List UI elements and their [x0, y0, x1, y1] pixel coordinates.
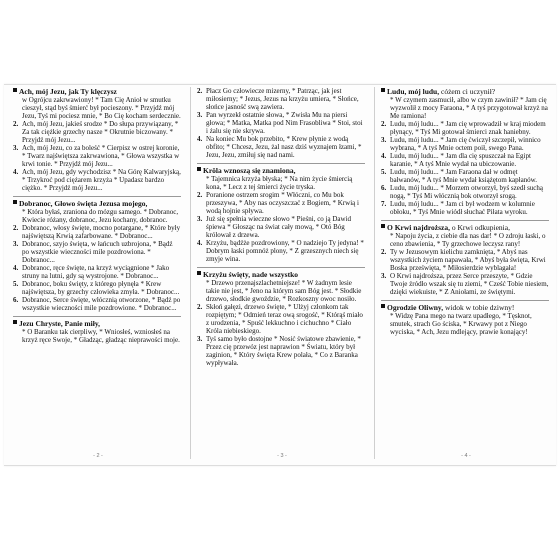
verse-text: Dobranoc, boku święty, z którego płynęła * Krew najświętsza, by grzechy człowieka zmyła. * Dobranoc... [22, 280, 180, 296]
verse-number: 4. [381, 152, 387, 160]
verse-number [13, 328, 22, 344]
bullet-square-icon [381, 88, 385, 92]
page-number: - 2 - [93, 453, 103, 459]
hymn-title [381, 303, 549, 312]
verse-text: * W czymem zasmucił, albo w czym zawinił? * Jam cię wyzwolił z mocy Faraona, * A tyś przygotował krzyż na Me ramiona! [390, 96, 548, 120]
hymn-section [197, 270, 365, 367]
verse-number: 3. [13, 144, 19, 152]
verse [381, 232, 549, 248]
verse-text: * Widzę Pana mego na twarz upadłego, * Tęsknot, smutek, strach Go ściska, * Krwawy pot z Niego wyciska, * Ach, Jezu mdlejący, prawie konający! [390, 312, 532, 336]
verse-text: * Napoju życia, z ciebie dla nas dar! * O zdroju łaski, o ceno zbawienia, * Ty grzechowe leczysz rany! [390, 232, 546, 248]
verse-number: 4. [197, 239, 203, 247]
verse-text: Płacz Go człowiecze mizerny, * Patrząc, jak jest miłosierny; * Jezus, Jezus na krzyżu umiera, * Słońce, słońce jasność swą zawiera. [206, 87, 359, 111]
verse-number: 4. [13, 168, 19, 176]
verse [381, 96, 549, 120]
verse-number: 5. [381, 168, 387, 176]
verse-text: Dobranoc, Serce święte, włócznią otworzone, * Bądź po wszystkie wieczności mile pozdrowione. * Dobranoc... [22, 296, 181, 312]
verse-number [381, 96, 390, 120]
verse-text: Pan wyrzekł ostatnie słowa, * Zwisła Mu na piersi głowa; * Matka, Matka pod Nim Frasobliwa * Stoi, stoi i żalu się nie skrywa. [206, 111, 363, 135]
verse [13, 168, 181, 192]
booklet-spread [4, 84, 556, 466]
verse [381, 248, 549, 272]
hymn-title-continuation: cóżem ci uczynił? [440, 87, 496, 96]
verse-text: * Która byłaś, zraniona do mózgu samego. * Dobranoc, Kwiecie różany, dobranoc, Jezu kochany, dobranoc. [22, 208, 179, 224]
verse [13, 264, 181, 280]
hymn-title [197, 166, 365, 175]
hymn-title [381, 223, 549, 232]
page-number: - 3 - [277, 453, 287, 459]
verse-text: O Krwi najdroższa, przez Serce przeszyte, * Gdzie Twoje źródło wszak się tu ziemi, * Cześć Tobie niesiem, dzięki wiekuiste, * Z Aniołami, ze świętymi. [390, 272, 549, 296]
verse-text: w Ogrójcu zakrwawiony! * Tam Cię Anioł w smutku cieszył, stąd byś śmierć był pocieszony. * Przyjdź mój Jezu, Tyś mi pociesz mnie, * Bo Cię kocham serdecznie. [22, 96, 181, 120]
verse-number: 4. [197, 135, 203, 143]
verse [381, 152, 549, 168]
verse-number [13, 208, 22, 224]
hymn-section [13, 199, 181, 312]
verse-text: Dobranoc, włosy święte, mocno potargane, * Które były najświętszą Krwią zafarbowane. * Dobranoc... [22, 224, 181, 240]
hymn-title-text: Dobranoc, Głowo święta Jezusa mojego, [19, 199, 148, 208]
verse-number: 2. [13, 120, 19, 128]
hymn-title-text: Ogrodzie Oliwny, [387, 303, 444, 312]
verse [197, 239, 365, 263]
bullet-square-icon [381, 304, 385, 308]
verse [381, 272, 549, 296]
verse [381, 184, 549, 200]
page-column-4 [381, 87, 549, 451]
hymn-section [381, 223, 549, 296]
verse-number [197, 175, 206, 191]
verse-number: 5. [13, 280, 19, 288]
verse [13, 120, 181, 144]
column-divider [374, 87, 375, 459]
verse-text: * Drzewo przenajszlachetniejsze! * W żadnym lesie takie nie jest, * Jeno na którym sam Bóg jest. * Słodkie drzewo, słodkie gwoździe, * Rozkoszny owoc nosiło. [206, 279, 362, 303]
hymn-title [13, 87, 181, 96]
verse [197, 191, 365, 215]
hymn-title-text: Ludu, mój ludu, [387, 87, 440, 96]
verse-text: Dobranoc, szyjo święta, w łańcuch uzbrojona, * Bądź po wszystkie wieczności mile pozdrowiona. * Dobranoc... [22, 240, 173, 264]
verse-text: Krzyżu, bądźże pozdrowiony, * O nadziejo Ty jedyna! * Dobrym łaski pomnóż plony, * Z grzesznych niech się zmyje wina. [206, 239, 364, 263]
verse-number [197, 279, 206, 303]
hymn-title-continuation: o Krwi odkupienia, [451, 223, 510, 232]
verse-text: Ach, mój Jezu, gdy wychodzisz * Na Górę Kalwaryjską, * Trzykroć pod ciężarem krzyża * Upadasz bardzo ciężko. * Przyjdź mój Jezu... [22, 168, 181, 192]
hymn-section [197, 87, 365, 159]
verse-text: Ludu, mój ludu... * Jam dla cię spuszczał na Egipt karanie, * A tyś Mnie wydał na ubiczowanie. [390, 152, 531, 168]
verse-number: 3. [197, 111, 203, 119]
verse-number: 2. [197, 191, 203, 199]
verse [381, 312, 549, 336]
hymn-title-text: Krzyżu święty, nade wszystko [203, 270, 298, 279]
verse [197, 135, 365, 159]
page-column-2 [13, 87, 181, 451]
page-column-3 [197, 87, 365, 451]
bullet-square-icon [197, 271, 201, 275]
verse-number [13, 96, 22, 120]
verse [197, 215, 365, 239]
verse [381, 168, 549, 184]
verse-number: 2. [13, 224, 19, 232]
verse-text: Ludu, mój ludu... * Jam cię ćwiczył szczepił, winnico wybrana, * A tyś Mnie octem poił, swego Pana. [390, 136, 541, 152]
verse-number: 7. [381, 200, 387, 208]
verse-number: 4. [13, 264, 19, 272]
bullet-square-icon [197, 167, 201, 171]
verse-number: 2. [197, 87, 203, 95]
verse [381, 200, 549, 216]
verse-text: Ludu, mój ludu... * Morzem otworzył, byś szedł suchą nogą, * Tyś Mi włócznią bok otworzył srogą. [390, 184, 544, 200]
verse-number: 2. [381, 248, 387, 256]
verse-text: Ach, mój Jezu, co za boleść * Cierpisz w ostrej koronie, * Twarz najświętsza zakrwawiona, * Głowa wszystka w krwi tonie. * Przyjdź mój Jezu... [22, 144, 180, 168]
verse [13, 144, 181, 168]
verse [13, 296, 181, 312]
verse-text: * O Baranku tak cierpliwy, * Wniosłeś, wzniosłeś na krzyż ręce Swoje, * Gładząc, gładząc nieprawości moje. [22, 328, 180, 344]
bullet-square-icon [13, 88, 17, 92]
hymn-title-continuation: widok w tobie dziwny! [445, 303, 515, 312]
hymn-section [381, 87, 549, 216]
verse [13, 328, 181, 344]
verse-text: Już się spełnia wieczne słowo * Pieśni, co ją Dawid śpiewa * Głosząc na świat cały mową, * Otó Bóg królował z drzewa. [206, 215, 352, 239]
verse-number: 3. [197, 215, 203, 223]
verse-text: Skłoń gałęzi, drzewo święte, * Ulżyj członkom tak rozpiętym; * Odmień teraz ową srogość, * Którąś miało z urodzenia, * Spuść lekkuchno i cichuchno * Ciało Króla niebieskiego. [206, 303, 363, 335]
hymn-title [13, 319, 181, 328]
verse-number [381, 232, 390, 248]
verse-text: Ludu, mój ludu... * Jam cię wprowadził w kraj miodem płynący, * Tyś Mi gotował śmierci znak haniebny. [390, 120, 546, 136]
verse-number: 3. [13, 240, 19, 248]
verse-text: Ach, mój Jezu, jakieś srodze * Do słupa przywiązany, * Za tak ciężkie grzechy nasze * Okrutnie biczowany. * Przyjdź mój Jezu... [22, 120, 179, 144]
hymn-section [381, 303, 549, 336]
verse [13, 224, 181, 240]
verse-number: 3. [381, 136, 387, 144]
bullet-square-icon [13, 320, 17, 324]
section-rule [197, 267, 365, 268]
verse-number: 3. [381, 272, 387, 280]
section-rule [381, 300, 549, 301]
verse [381, 120, 549, 136]
verse [13, 96, 181, 120]
bullet-square-icon [381, 224, 385, 228]
hymn-section [13, 87, 181, 192]
verse [197, 175, 365, 191]
verse-text: Ludu, mój ludu... * Jam ci był wodzem w kolumnie obłoku, * Tyś Mnie wiódł słuchać Piłata wyroku. [390, 200, 535, 216]
hymn-title [13, 199, 181, 208]
verse [197, 279, 365, 303]
verse [381, 136, 549, 152]
verse [197, 335, 365, 367]
hymn-title-text: Ach, mój Jezu, jak Ty klęczysz [19, 87, 117, 96]
verse [13, 240, 181, 264]
verse-number [381, 312, 390, 336]
verse [197, 111, 365, 135]
section-rule [13, 316, 181, 317]
section-rule [13, 196, 181, 197]
hymn-section [197, 166, 365, 263]
section-rule [197, 163, 365, 164]
hymn-title-text: Jezu Chryste, Panie miły, [19, 319, 101, 328]
section-rule [381, 220, 549, 221]
verse [197, 303, 365, 335]
hymn-title-text: O Krwi najdroższa, [387, 223, 450, 232]
hymn-title [197, 270, 365, 279]
verse-number: 2. [197, 303, 203, 311]
verse [197, 87, 365, 111]
hymn-section [13, 319, 181, 344]
verse-text: Ludu, mój ludu... * Jam Faraona dał w odmęt bałwanów, * A tyś Mnie wydał książętom kapłanów. [390, 168, 538, 184]
bullet-square-icon [13, 200, 17, 204]
verse-text: Na koniec Mu bok przebito, * Krew płynie z wodą obfito; * Chcesz, Jezu, żal nasz dziś wyznajem łzami, * Jezu, Jezu, zmiłuj się nad nami. [206, 135, 362, 159]
verse [13, 280, 181, 296]
verse-text: Dobranoc, ręce święte, na krzyż wyciągnione * Jako struny na lutni, gdy są wystrojone. * Dobranoc... [22, 264, 170, 280]
verse-text: * Tajemnica krzyża błyska; * Na nim życie śmiercią kona, * Lecz z tej śmierci życie tryska. [206, 175, 353, 191]
verse-text: Poranione ostrzem srogim * Włóczni, co Mu bok przeszywa, * Aby nas oczyszczać z Bogiem, * Krwią i wodą hojnie spływa. [206, 191, 359, 215]
verse-number: 3. [197, 335, 203, 343]
verse-text: Ty w Jezusowym kielichu zamknięta, * Abyś nas wszystkich życiem napawała, * Abyś była święta, Krwi Boska prześwięta, * Miłosierdzie wyblagała! [390, 248, 546, 272]
verse [13, 208, 181, 224]
verse-number: 2. [381, 120, 387, 128]
hymn-title-text: Krôla wznoszą się znamiona, [203, 166, 296, 175]
column-divider [190, 87, 191, 459]
verse-text: Tyś samo było dostojne * Nosić światowe zbawienie, * Przez cię przewóz jest naprawion * Światu, który był zaginion, * Który święta Krew polała, * Co z Baranka wypływała. [206, 335, 361, 367]
page-number: - 4 - [461, 453, 471, 459]
verse-number: 6. [13, 296, 19, 304]
verse-number: 6. [381, 184, 387, 192]
hymn-title [381, 87, 549, 96]
